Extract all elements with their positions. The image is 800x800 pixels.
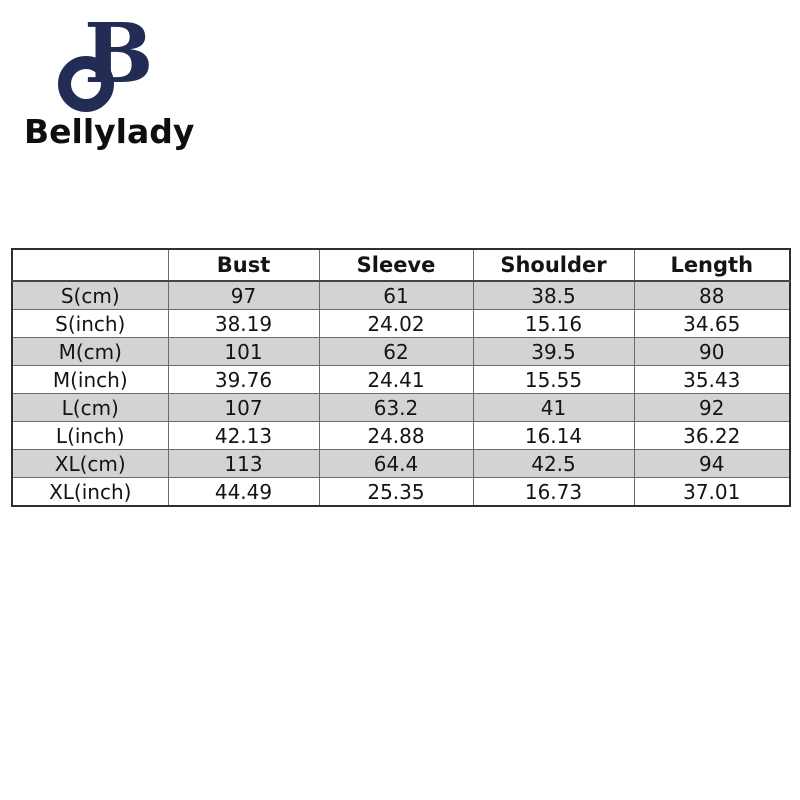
table-cell: 16.14 [473,422,634,450]
table-cell: 39.76 [168,366,319,394]
table-cell: 94 [634,450,790,478]
column-header-shoulder: Shoulder [473,249,634,281]
size-chart-table [11,248,791,507]
row-label: XL(inch) [12,478,168,507]
row-label: L(cm) [12,394,168,422]
brand-name: Bellylady [24,112,195,151]
table-cell: 15.55 [473,366,634,394]
table-cell: 24.02 [319,310,473,338]
row-label: L(inch) [12,422,168,450]
column-header-bust: Bust [168,249,319,281]
table-row-xl-inch [12,478,790,507]
table-cell: 38.19 [168,310,319,338]
table-cell: 101 [168,338,319,366]
table-row-l-cm [12,394,790,422]
table-cell: 38.5 [473,281,634,310]
header-row [12,249,790,281]
row-label: M(cm) [12,338,168,366]
table-cell: 16.73 [473,478,634,507]
size-chart [11,248,791,507]
table-cell: 41 [473,394,634,422]
table-cell: 62 [319,338,473,366]
brand-logo [58,6,168,118]
table-cell: 24.41 [319,366,473,394]
row-label: M(inch) [12,366,168,394]
table-cell: 107 [168,394,319,422]
column-header-empty [12,249,168,281]
column-header-sleeve: Sleeve [319,249,473,281]
table-cell: 88 [634,281,790,310]
table-cell: 39.5 [473,338,634,366]
table-cell: 42.5 [473,450,634,478]
table-cell: 34.65 [634,310,790,338]
row-label: XL(cm) [12,450,168,478]
column-header-length: Length [634,249,790,281]
table-cell: 15.16 [473,310,634,338]
table-cell: 36.22 [634,422,790,450]
table-cell: 113 [168,450,319,478]
table-row-xl-cm [12,450,790,478]
table-row-s-inch [12,310,790,338]
table-cell: 90 [634,338,790,366]
table-row-l-inch [12,422,790,450]
table-row-m-cm [12,338,790,366]
table-row-s-cm [12,281,790,310]
table-row-m-inch [12,366,790,394]
logo-b-letter: B [84,6,154,102]
table-cell: 42.13 [168,422,319,450]
table-cell: 37.01 [634,478,790,507]
table-cell: 63.2 [319,394,473,422]
row-label: S(inch) [12,310,168,338]
table-cell: 24.88 [319,422,473,450]
table-cell: 97 [168,281,319,310]
table-cell: 92 [634,394,790,422]
table-cell: 35.43 [634,366,790,394]
table-cell: 25.35 [319,478,473,507]
row-label: S(cm) [12,281,168,310]
table-cell: 44.49 [168,478,319,507]
table-cell: 61 [319,281,473,310]
table-cell: 64.4 [319,450,473,478]
